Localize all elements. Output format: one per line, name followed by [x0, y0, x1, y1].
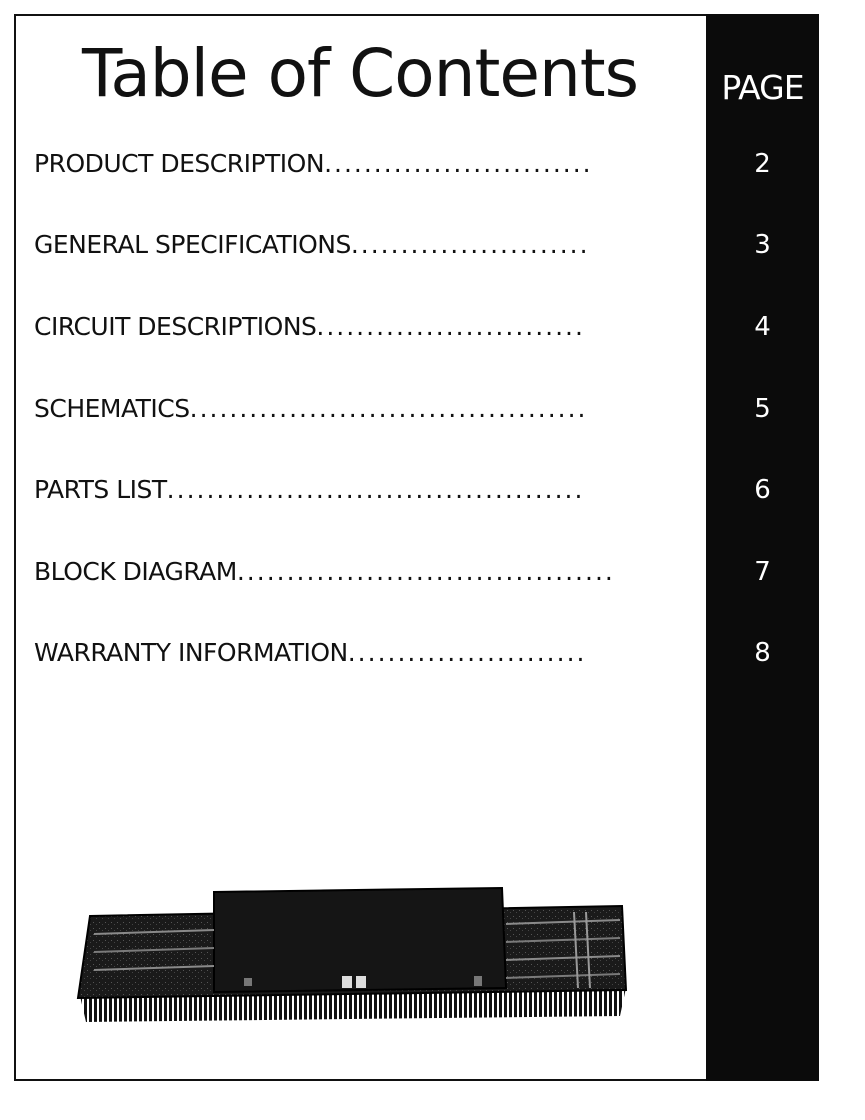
- toc-entry-label: BLOCK DIAGRAM: [34, 557, 237, 586]
- toc-entry-general-specifications[interactable]: [34, 225, 672, 265]
- toc-leader-dots: ........................: [347, 638, 587, 667]
- toc-entry-label: PRODUCT DESCRIPTION: [34, 149, 325, 178]
- toc-entry-schematics[interactable]: [34, 389, 672, 429]
- toc-page-number: 7: [754, 557, 771, 587]
- toc-leader-dots: ...........................: [324, 149, 593, 178]
- toc-entry-label: GENERAL SPECIFICATIONS: [34, 230, 351, 259]
- toc-page-number: 5: [754, 394, 771, 424]
- toc-entry-parts-list[interactable]: [34, 470, 652, 510]
- toc-page-number: 8: [754, 638, 771, 668]
- toc-page-number: 4: [754, 312, 771, 342]
- toc-entry-label: PARTS LIST: [34, 475, 167, 504]
- toc-entry-label: SCHEMATICS: [34, 394, 190, 423]
- toc-entry-product-description[interactable]: [34, 144, 666, 184]
- toc-page-number: 6: [754, 475, 771, 505]
- toc-page-number: 2: [754, 149, 771, 179]
- toc-entry-label: CIRCUIT DESCRIPTIONS: [34, 312, 317, 341]
- toc-leader-dots: ......................................: [236, 557, 615, 586]
- toc-leader-dots: ...........................: [316, 312, 585, 341]
- page-column-header: PAGE: [721, 68, 804, 107]
- toc-entry-circuit-descriptions[interactable]: [34, 307, 662, 347]
- toc-leader-dots: ........................: [350, 230, 590, 259]
- toc-leader-dots: ........................................: [189, 394, 588, 423]
- toc-entry-warranty-information[interactable]: [34, 633, 668, 673]
- toc-entry-block-diagram[interactable]: [34, 552, 680, 592]
- toc-entry-label: WARRANTY INFORMATION: [34, 638, 348, 667]
- circuit-board-photo: [74, 884, 634, 1024]
- toc-leader-dots: ..........................................: [166, 475, 585, 504]
- page-title: Table of Contents: [81, 35, 639, 112]
- toc-page-number: 3: [754, 230, 771, 260]
